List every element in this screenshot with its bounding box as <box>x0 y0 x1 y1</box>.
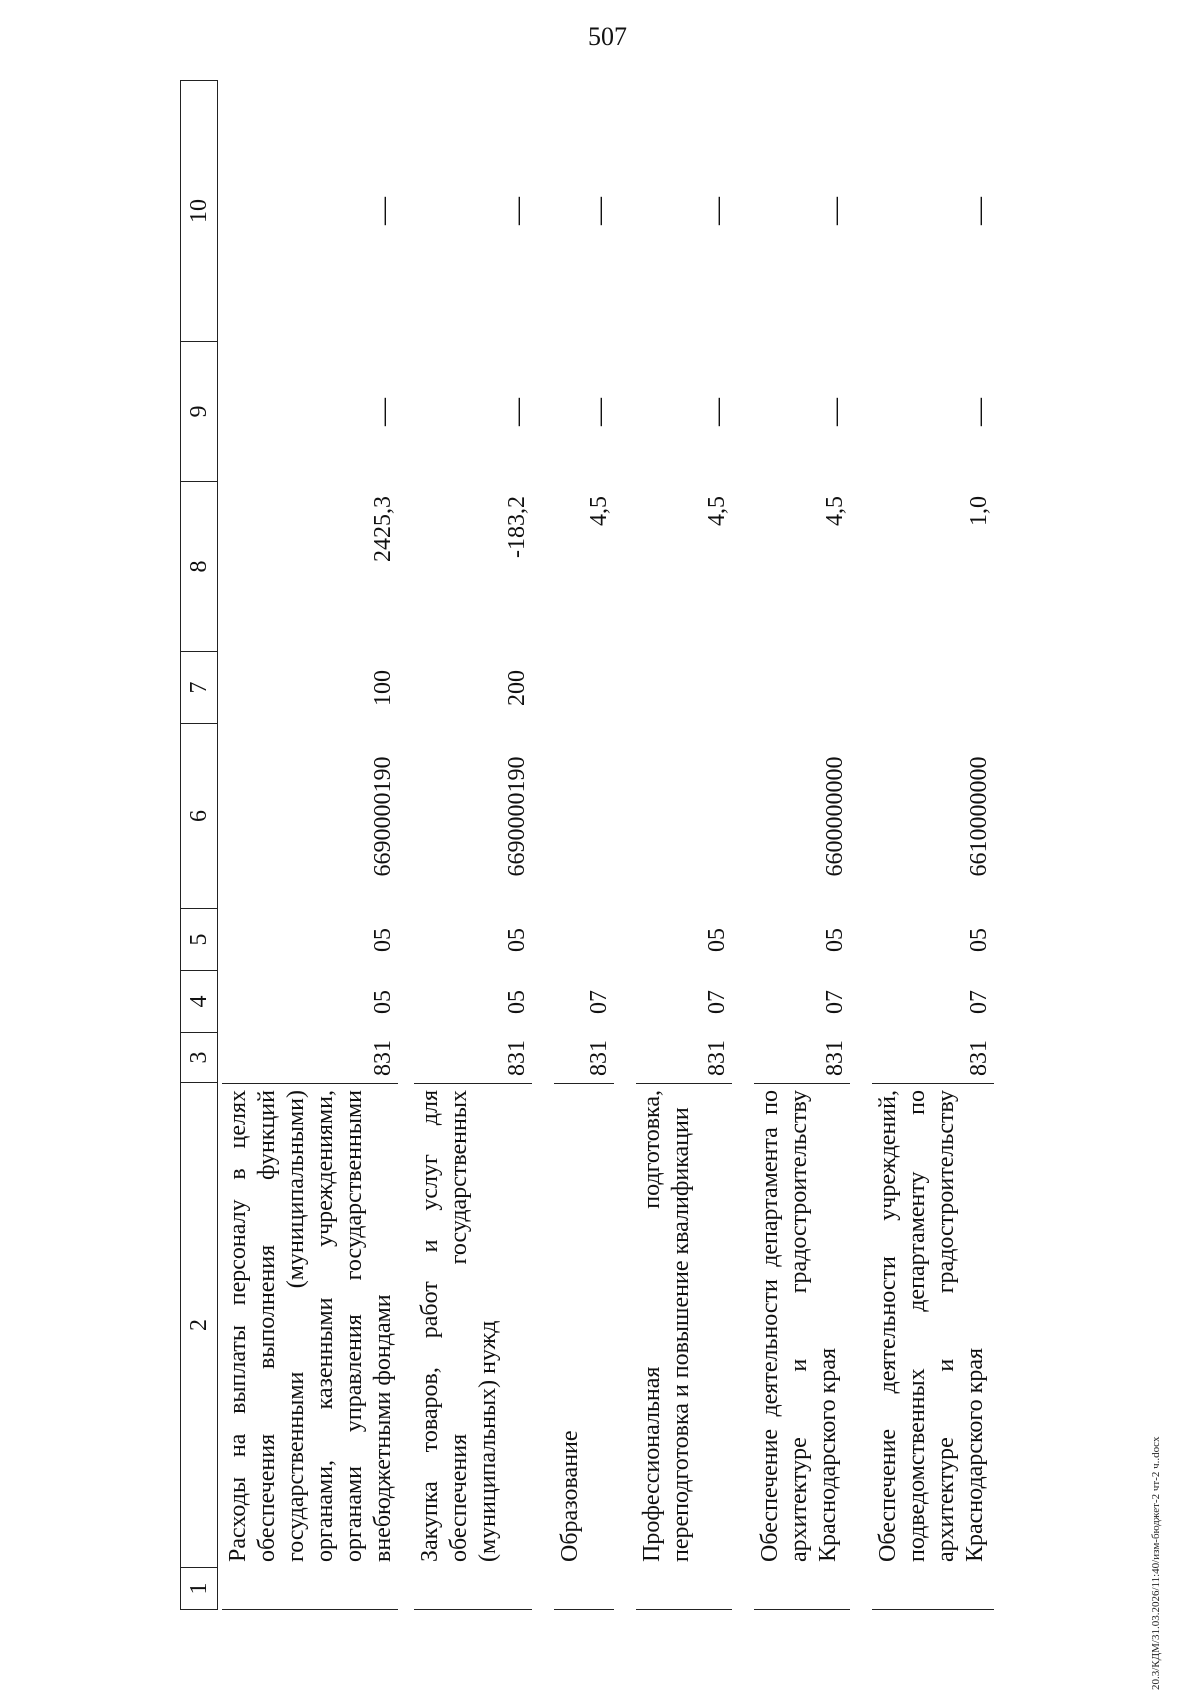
table-row <box>754 80 850 1610</box>
target-article-cell: 6610000000 <box>966 756 992 877</box>
section-cell: 05 <box>504 990 530 1014</box>
expense-type-cell <box>872 652 994 724</box>
row-name-cell: Обеспечение деятельности учреждений, подведомственных департаменту по архитектуре и градостроительству Краснодарского края <box>872 1083 994 1568</box>
column-9-cell: — <box>584 398 615 426</box>
section-cell: 07 <box>822 990 848 1014</box>
column-10-cell: — <box>584 197 615 225</box>
column-9-cell: — <box>702 398 733 426</box>
header-cell: 1 <box>180 1568 218 1610</box>
subsection-cell: 05 <box>966 928 992 952</box>
table-row <box>872 80 994 1610</box>
expense-type-cell <box>754 652 850 724</box>
budget-table <box>180 80 1080 1610</box>
table-row <box>222 80 399 1610</box>
table-header-row <box>180 80 218 1610</box>
table-row <box>414 80 532 1610</box>
code-cell: 831 <box>370 1040 396 1076</box>
header-cell: 10 <box>180 80 218 342</box>
amount-cell: 4,5 <box>586 496 612 526</box>
column-10-cell: — <box>964 197 995 225</box>
code-cell: 831 <box>504 1040 530 1076</box>
target-article-cell: 6690000190 <box>370 756 396 877</box>
column-9-cell: — <box>964 398 995 426</box>
column-9-cell: — <box>502 398 533 426</box>
amount-cell: 4,5 <box>822 496 848 526</box>
code-cell: 831 <box>704 1040 730 1076</box>
table-row <box>636 80 732 1610</box>
subsection-cell: 05 <box>822 928 848 952</box>
column-9-cell: — <box>820 398 851 426</box>
amount-cell: 1,0 <box>966 496 992 526</box>
row-number-cell <box>414 1568 532 1610</box>
target-article-cell: 6600000000 <box>822 756 848 877</box>
target-article-cell <box>554 724 614 909</box>
header-cell: 4 <box>180 971 218 1033</box>
header-cell: 8 <box>180 482 218 652</box>
section-cell: 07 <box>586 990 612 1014</box>
target-article-cell <box>636 724 732 909</box>
target-article-cell: 6690000190 <box>504 756 530 877</box>
header-cell: 3 <box>180 1033 218 1083</box>
row-name-cell: Расходы на выплаты персоналу в целях обеспечения выполнения функций государственными (муниципальными) органами, казенными учреждениями, органами управления государственными внебюджетными фондами <box>222 1083 398 1568</box>
row-name-cell: Профессиональная подготовка, переподготовка и повышение квалификации <box>636 1083 732 1568</box>
page-number: 507 <box>588 22 627 51</box>
subsection-cell: 05 <box>704 928 730 952</box>
row-name-cell: Образование <box>554 1083 614 1568</box>
expense-type-cell <box>554 652 614 724</box>
amount-cell: -183,2 <box>504 496 530 558</box>
row-number-cell <box>554 1568 614 1610</box>
table-row <box>554 80 614 1610</box>
row-number-cell <box>872 1568 994 1610</box>
row-number-cell <box>222 1568 398 1610</box>
footer-file-path: 20.3/КДМ/31.03.2026/11:40/изм-бюджет-2 чт-2 ч..docx <box>1150 1436 1162 1690</box>
section-cell: 07 <box>966 990 992 1014</box>
amount-cell: 2425,3 <box>370 496 396 562</box>
column-10-cell: — <box>502 197 533 225</box>
section-cell: 07 <box>704 990 730 1014</box>
header-cell: 6 <box>180 724 218 909</box>
column-10-cell: — <box>820 197 851 225</box>
column-10-cell: — <box>368 197 399 225</box>
expense-type-cell: 200 <box>504 670 530 706</box>
row-name-cell: Обеспечение деятельности департамента по архитектуре и градостроительству Краснодарского края <box>754 1083 850 1568</box>
header-cell: 7 <box>180 652 218 724</box>
row-name-cell: Закупка товаров, работ и услуг для обеспечения государственных (муниципальных) нужд <box>414 1083 532 1568</box>
subsection-cell: 05 <box>370 928 396 952</box>
header-cell: 5 <box>180 909 218 971</box>
header-cell: 2 <box>180 1083 218 1568</box>
subsection-cell: 05 <box>504 928 530 952</box>
header-cell: 9 <box>180 342 218 482</box>
row-number-cell <box>636 1568 732 1610</box>
code-cell: 831 <box>966 1040 992 1076</box>
expense-type-cell <box>636 652 732 724</box>
column-10-cell: — <box>702 197 733 225</box>
row-number-cell <box>754 1568 850 1610</box>
expense-type-cell: 100 <box>370 670 396 706</box>
column-9-cell: — <box>368 398 399 426</box>
code-cell: 831 <box>586 1040 612 1076</box>
subsection-cell <box>554 909 614 971</box>
code-cell: 831 <box>822 1040 848 1076</box>
amount-cell: 4,5 <box>704 496 730 526</box>
section-cell: 05 <box>370 990 396 1014</box>
